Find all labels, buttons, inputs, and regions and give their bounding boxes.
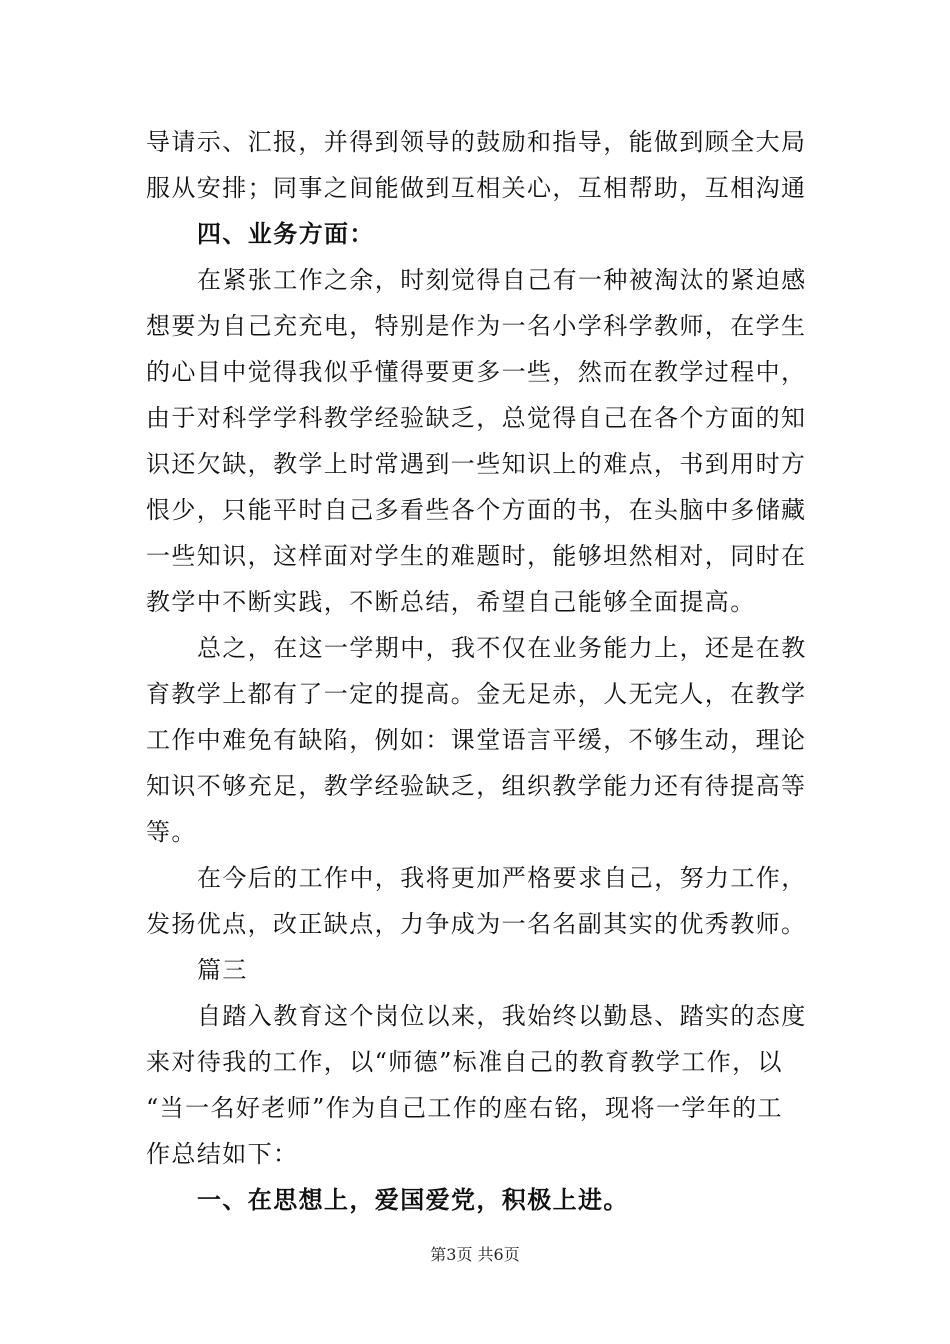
text-line: 自踏入教育这个岗位以来，我始终以勤恳、踏实的态度 (197, 1002, 807, 1030)
text-line: 想要为自己充充电，特别是作为一名小学科学教师，在学生 (146, 312, 807, 340)
document-body (146, 119, 814, 1223)
text-line: 的心目中觉得我似乎懂得要更多一些，然而在教学过程中， (146, 358, 807, 386)
text-line: 知识不够充足，教学经验缺乏，组织教学能力还有待提高等 (146, 772, 807, 800)
text-line: 发扬优点，改正缺点，力争成为一名名副其实的优秀教师。 (146, 910, 807, 938)
text-line: 等。 (146, 818, 197, 846)
text-line: 恨少，只能平时自己多看些各个方面的书，在头脑中多储藏 (146, 496, 807, 524)
section-heading: 一、在思想上，爱国爱党，积极上进。 (197, 1186, 629, 1214)
text-line: 由于对科学学科教学经验缺乏，总觉得自己在各个方面的知 (146, 404, 807, 432)
text-line: 一些知识，这样面对学生的难题时，能够坦然相对，同时在 (146, 542, 807, 570)
section-heading: 四、业务方面： (197, 220, 375, 248)
text-line: 作总结如下： (146, 1140, 299, 1168)
text-line: 工作中难免有缺陷，例如：课堂语言平缓，不够生动，理论 (146, 726, 807, 754)
text-line: 总之，在这一学期中，我不仅在业务能力上，还是在教 (197, 634, 807, 662)
text-line: 在紧张工作之余，时刻觉得自己有一种被淘汰的紧迫感 (197, 266, 807, 294)
text-line: 篇三 (197, 956, 248, 984)
text-line: 服从安排；同事之间能做到互相关心，互相帮助，互相沟通 (146, 174, 807, 202)
text-line: 来对待我的工作，以“师德”标准自己的教育教学工作，以 (146, 1048, 783, 1076)
text-line: 育教学上都有了一定的提高。金无足赤，人无完人，在教学 (146, 680, 807, 708)
text-line: 导请示、汇报，并得到领导的鼓励和指导，能做到顾全大局 (146, 128, 807, 156)
text-line: 教学中不断实践，不断总结，希望自己能够全面提高。 (146, 588, 756, 616)
text-line: 在今后的工作中，我将更加严格要求自己，努力工作， (197, 864, 807, 892)
page-footer: 第3页 共6页 (430, 1245, 520, 1264)
text-line: “当一名好老师”作为自己工作的座右铭，现将一学年的工 (146, 1094, 783, 1122)
text-line: 识还欠缺，教学上时常遇到一些知识上的难点，书到用时方 (146, 450, 807, 478)
